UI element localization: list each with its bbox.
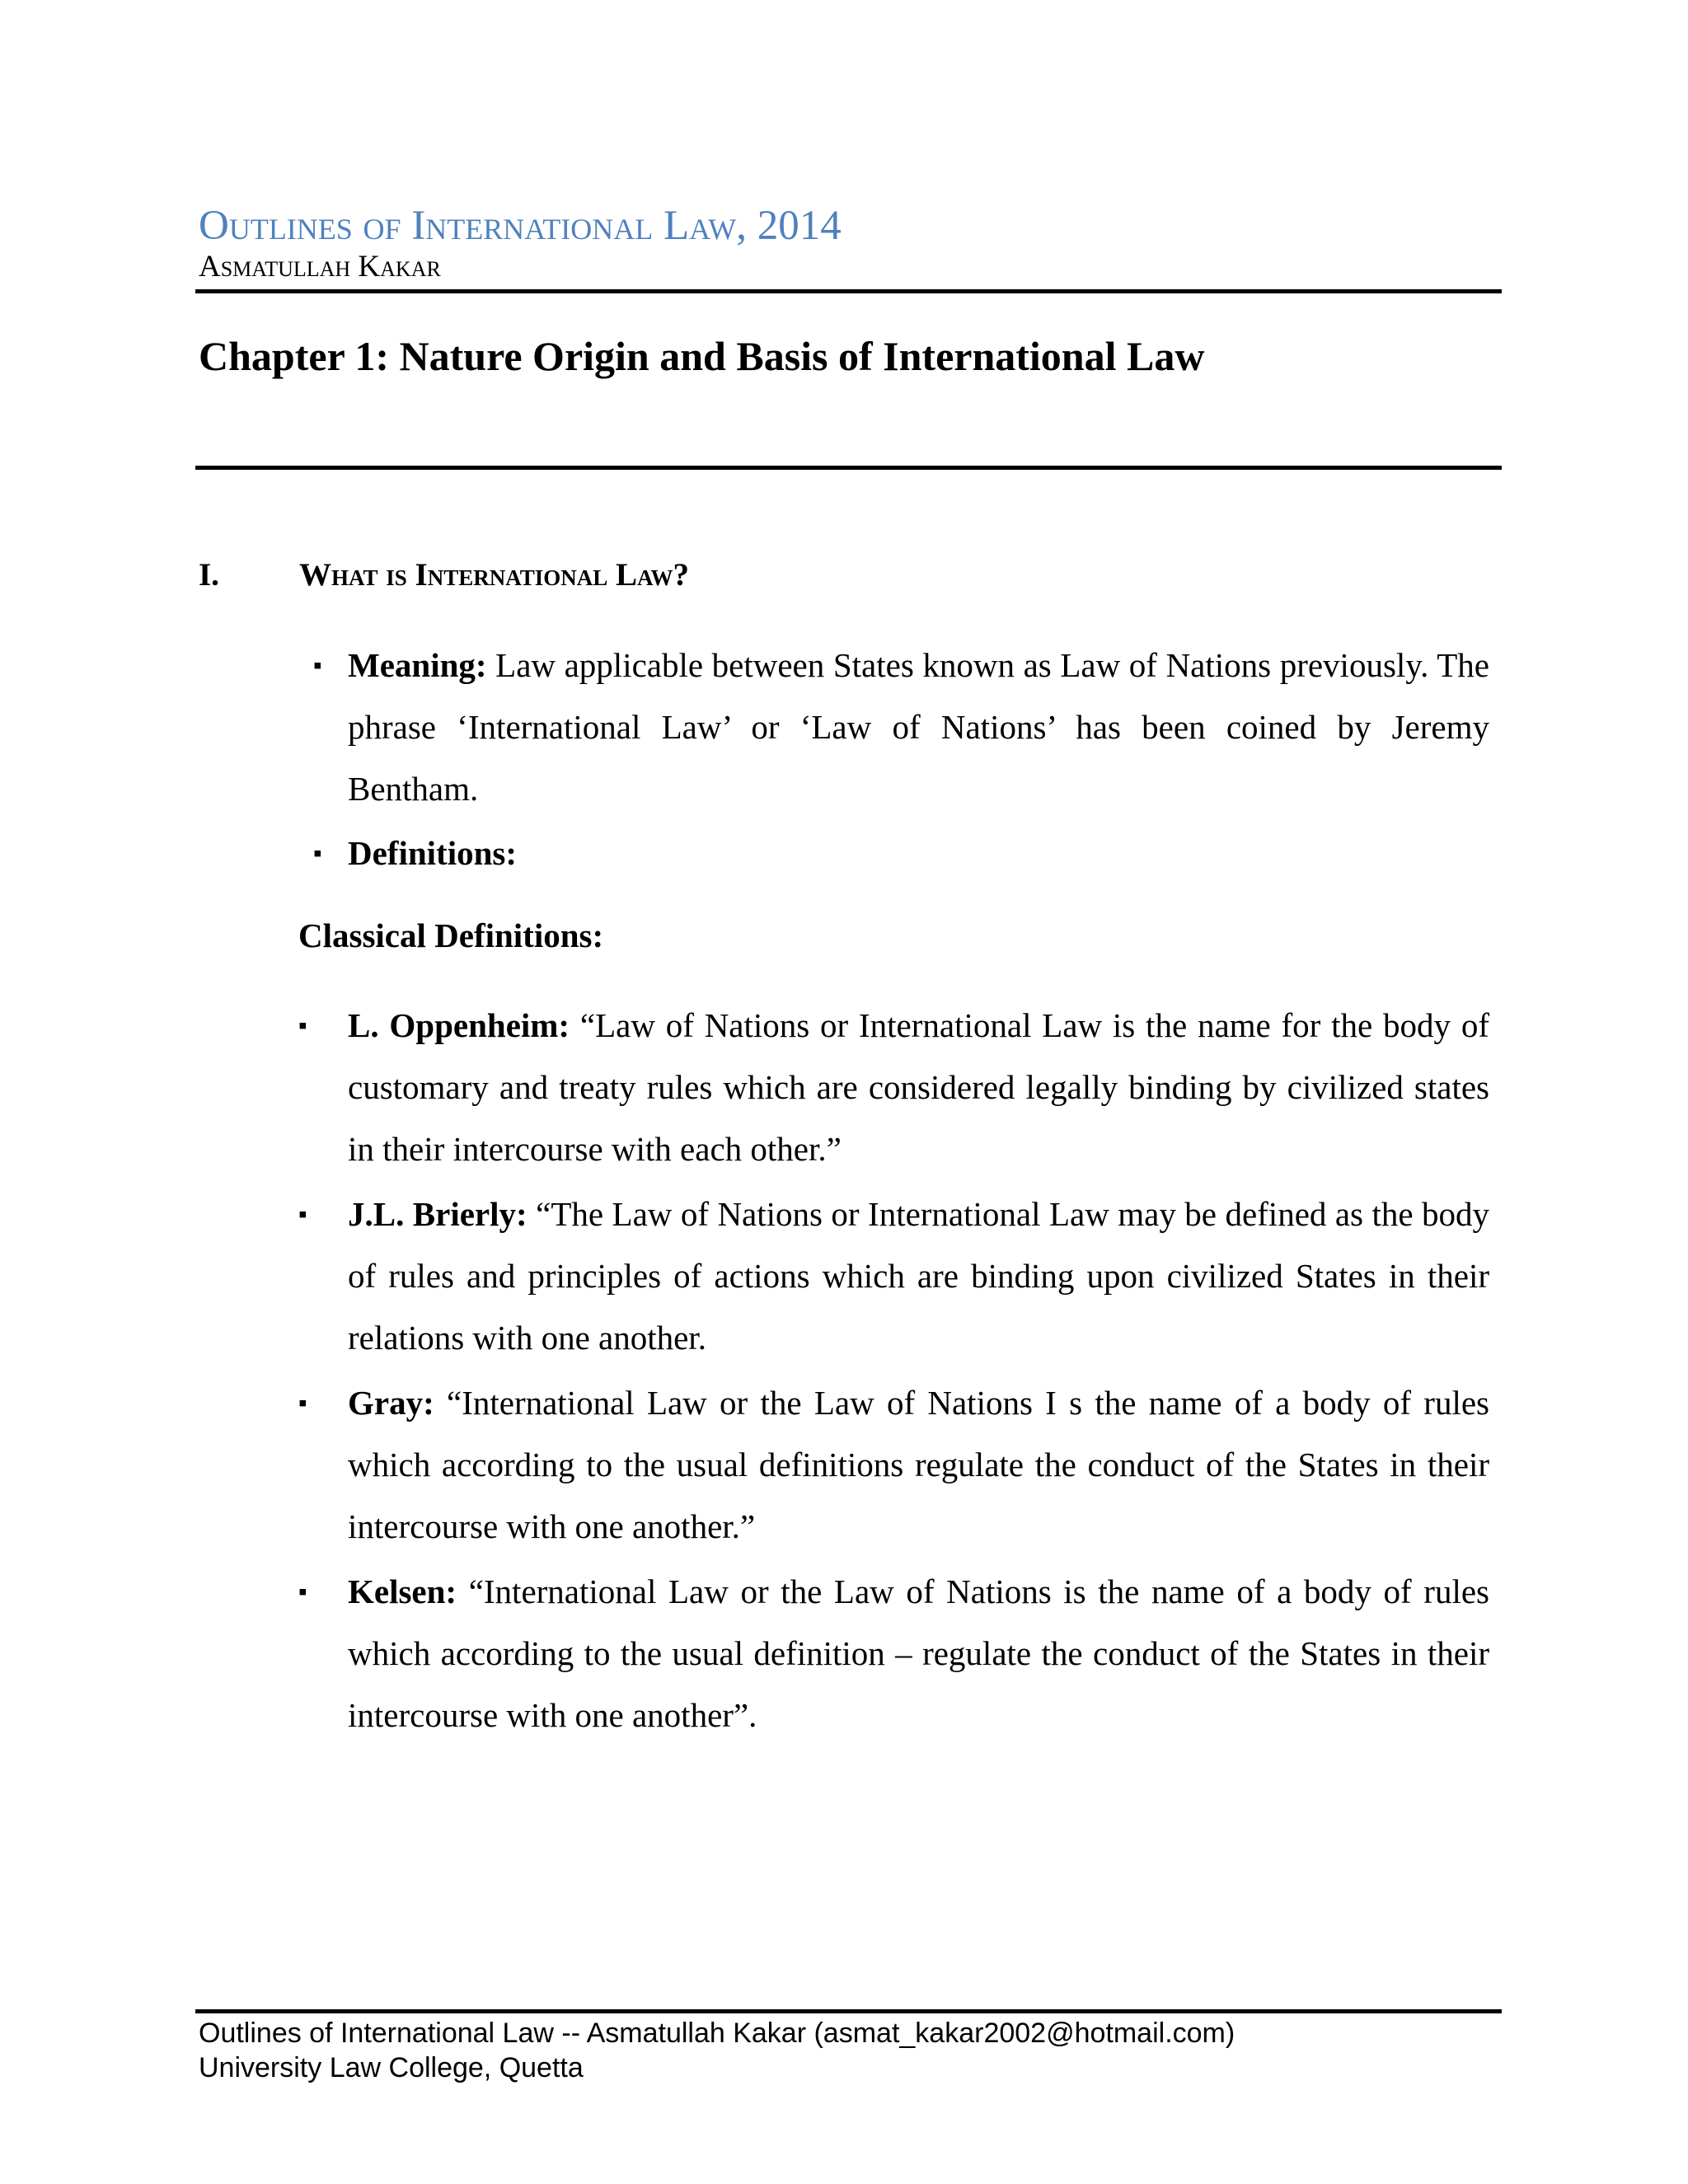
item-label: J.L. Brierly: <box>348 1195 528 1233</box>
header-rule <box>195 289 1502 293</box>
footer-line-1: Outlines of International Law -- Asmatullah Kakar (asmat_kakar2002@hotmail.com) <box>199 2018 1236 2049</box>
section-heading <box>199 555 1501 596</box>
list-item-kelsen <box>298 1561 1489 1746</box>
item-text: “Law of Nations or International Law is the name for the body of customary and treaty rules which are considered legally binding by civilized states in their intercourse with each other.” <box>348 1006 1489 1168</box>
classical-definitions-heading: Classical Definitions: <box>298 916 604 954</box>
footer-line-2: University Law College, Quetta <box>199 2052 584 2083</box>
square-bullet-icon: ▪ <box>298 1390 307 1417</box>
square-bullet-icon: ▪ <box>298 1578 307 1605</box>
item-label: L. Oppenheim: <box>348 1006 570 1044</box>
item-label: Gray: <box>348 1384 434 1422</box>
book-title: Outlines of International Law, 2014 <box>199 203 842 249</box>
intro-list <box>298 635 1489 887</box>
item-text: Law applicable between States known as Law of Nations previously. The phrase ‘International Law’ or ‘Law of Nations’ has been coined by Jeremy Bentham. <box>348 646 1489 808</box>
page-header <box>199 201 1498 284</box>
square-bullet-icon: ▪ <box>298 1201 307 1228</box>
classical-definitions-list <box>298 995 1489 1750</box>
item-text: “The Law of Nations or International Law may be defined as the body of rules and principles of actions which are binding upon civilized States in their relations with one another. <box>348 1195 1489 1357</box>
footer-rule <box>195 2009 1502 2013</box>
list-item-brierly <box>298 1183 1489 1369</box>
item-label: Meaning: <box>348 646 487 684</box>
author-name: Asmatullah Kakar <box>199 250 441 284</box>
section-title: What is International Law? <box>299 557 690 593</box>
chapter-rule <box>195 466 1502 470</box>
list-item-gray <box>298 1372 1489 1558</box>
chapter-title: Chapter 1: Nature Origin and Basis of International Law <box>199 333 1205 379</box>
item-text: “International Law or the Law of Nations I s the name of a body of rules which according to the usual definitions regulate the conduct of the States in their intercourse with one another.” <box>348 1384 1489 1545</box>
square-bullet-icon: ▪ <box>313 652 322 679</box>
list-item-meaning <box>298 635 1489 820</box>
page-footer <box>199 2016 1235 2085</box>
square-bullet-icon: ▪ <box>298 1012 307 1039</box>
item-label: Definitions: <box>348 834 517 872</box>
item-label: Kelsen: <box>348 1572 457 1610</box>
item-text: “International Law or the Law of Nations is the name of a body of rules which according to the usual definition – regulate the conduct of the States in their intercourse with one another”. <box>348 1572 1489 1734</box>
list-item-oppenheim <box>298 995 1489 1180</box>
list-item-definitions <box>298 823 1489 884</box>
square-bullet-icon: ▪ <box>313 840 322 867</box>
section-number: I. <box>199 557 219 593</box>
